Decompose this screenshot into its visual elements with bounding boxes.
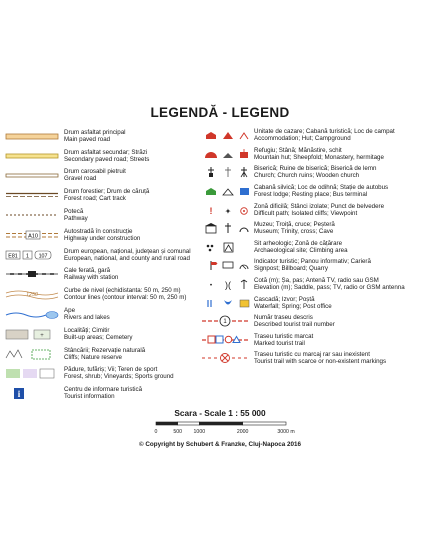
legend-label-en: Waterfall; Spring; Post office: [254, 302, 332, 310]
legend-label-en: Rivers and lakes: [64, 314, 110, 322]
legend-text: [64, 366, 174, 380]
trail-marked-symbol: [202, 334, 252, 346]
info-label: i: [17, 389, 21, 400]
right-item-accommodation: [202, 126, 438, 145]
legend-text: [64, 168, 126, 182]
scale-tick-label: 3000 m: [277, 429, 295, 435]
legend-text: [254, 314, 335, 328]
legend-label-ro: Cale ferată, gară: [64, 267, 111, 275]
museum-symbol: [202, 222, 252, 234]
legend-text: [64, 386, 142, 400]
left-item-forest: [4, 364, 211, 384]
legend-label-ro: Drum asfaltat principal: [64, 128, 126, 136]
railway-symbol: [4, 268, 60, 280]
legend-label-en: Archaeological site; Climbing area: [254, 246, 348, 254]
legend-label-ro: Curbe de nivel (echidistanta: 50 m, 250 m): [64, 287, 181, 295]
right-item-elevation: [202, 275, 438, 294]
legend-text: [64, 188, 149, 202]
left-item-contours: [4, 284, 211, 304]
legend-text: [254, 240, 348, 254]
legend-label-ro: Muzeu; Troiță, cruce; Peșteră: [254, 221, 335, 229]
legend-label-en: Described tourist trail number: [254, 321, 335, 329]
legend-text: [64, 248, 191, 262]
legend-label-en: Church; Church ruins; Wooden church: [254, 172, 360, 180]
legend-label-en: Forest lodge; Resting place; Bus terminal: [254, 191, 368, 199]
elevation-symbol: [202, 278, 252, 290]
left-item-builtup: [4, 324, 211, 344]
legend-label-en: Forest road; Cart track: [64, 195, 126, 203]
forest-lodge-symbol: [202, 185, 252, 197]
route-numbers-symbol: [4, 249, 60, 261]
waterfall-symbol: [202, 297, 252, 309]
scale-segment: [243, 422, 286, 425]
scale-tick-label: 0: [154, 429, 158, 435]
legend-label-ro: Drum asfaltat secundar; Străzi: [64, 148, 148, 156]
legend-label-en: Highway under construction: [64, 234, 141, 242]
legend-text: [64, 347, 145, 361]
legend-text: [254, 147, 384, 161]
left-item-road-forest: [4, 185, 211, 205]
legend-text: [254, 333, 313, 347]
legend-text: [64, 307, 110, 321]
right-item-archaeo: [202, 238, 438, 257]
svg-text:)(: )(: [225, 280, 231, 291]
svg-text:•: •: [209, 282, 213, 290]
highway-label: A10: [28, 233, 38, 240]
scale-tick-label: 2000: [236, 429, 249, 435]
left-item-railway: [4, 265, 211, 285]
legend-label-ro: Centru de informare turistică: [64, 386, 143, 394]
road-secondary-symbol: [4, 150, 60, 162]
left-item-rivers: [4, 304, 211, 324]
route-label-european: E81: [8, 252, 18, 259]
legend-label-en: Museum; Trinity, cross; Cave: [254, 228, 334, 236]
rivers-symbol: [4, 308, 60, 320]
left-item-route-numbers: [4, 245, 211, 265]
legend-label-en: Built-up areas; Cemetery: [64, 333, 133, 341]
legend-label-en: Tourist information: [64, 393, 115, 401]
right-item-signpost: [202, 256, 438, 275]
right-item-trail-number: [202, 312, 438, 331]
left-item-highway: [4, 225, 211, 245]
legend-label-ro: Biserică; Ruine de biserică; Biserică de lemn: [254, 165, 377, 173]
route-label-national: 1: [26, 252, 29, 259]
contours-symbol: [4, 288, 60, 300]
scale-segment: [156, 422, 178, 425]
left-item-info: [4, 383, 211, 403]
trail-number-symbol: [202, 315, 252, 327]
legend-label-ro: Refugiu; Stână; Mănăstire, schit: [254, 146, 342, 154]
left-item-cliffs: [4, 344, 211, 364]
svg-text:✦: ✦: [224, 206, 232, 216]
legend-label-en: Cliffs; Nature reserve: [64, 353, 122, 361]
legend-label-ro: Cascadă; Izvor; Poștă: [254, 295, 315, 303]
trail-number-label: 1: [223, 319, 227, 326]
left-item-road-main: [4, 126, 211, 146]
legend-label-ro: Număr traseu descris: [254, 314, 313, 322]
legend-text: [254, 184, 388, 198]
route-label-county: 107: [38, 252, 48, 259]
scale-bar: [150, 419, 300, 439]
builtup-symbol: [4, 328, 60, 340]
right-item-trail-scarce: [202, 349, 438, 368]
legend-label-en: Tourist trail with scarce or non-existent markings: [254, 358, 387, 366]
legend-text: [254, 221, 335, 235]
right-item-trail-marked: [202, 331, 438, 350]
legend-text: [254, 277, 405, 291]
legend-label-ro: Cabană silvică; Loc de odihnă; Stație de autobus: [254, 183, 389, 191]
right-item-church: [202, 163, 438, 182]
legend-label-ro: Sit arheologic; Zonă de cățărare: [254, 239, 343, 247]
scale-segment: [178, 422, 200, 425]
svg-text:!: !: [209, 205, 213, 216]
legend-label-ro: Potecă: [64, 207, 84, 215]
left-item-road-secondary: [4, 146, 211, 166]
legend-title: LEGENDĂ - LEGEND: [150, 105, 290, 120]
difficult-symbol: [202, 204, 252, 216]
legend-label-en: Marked tourist trail: [254, 339, 305, 347]
legend-label-ro: Drum european, național, județean și comunal: [64, 247, 191, 255]
right-item-refuge: [202, 145, 438, 164]
legend-text: [64, 208, 88, 222]
road-main-symbol: [4, 130, 60, 142]
legend-label-ro: Unitate de cazare; Cabană turistică; Loc de campat: [254, 128, 395, 136]
legend-text: [64, 267, 118, 281]
legend-label-ro: Pădure, tufăriș; Vii; Teren de sport: [64, 366, 158, 374]
legend-label-en: Gravel road: [64, 175, 97, 183]
scale-segment: [199, 422, 242, 425]
legend-label-en: Main paved road: [64, 135, 111, 143]
forest-symbol: [4, 367, 60, 379]
left-item-path: [4, 205, 211, 225]
signpost-symbol: [202, 259, 252, 271]
svg-text:+: +: [40, 332, 44, 339]
legend-label-en: European, national, and county and rural road: [64, 254, 190, 262]
scale-title: Scara - Scale 1 : 55 000: [174, 408, 266, 418]
legend-text: [254, 296, 332, 310]
legend-label-en: Mountain hut; Sheepfold; Monastery, hermitage: [254, 153, 384, 161]
contour-label: 1250: [26, 292, 38, 299]
copyright: © Copyright by Schubert & Franzke, Cluj-Napoca 2016: [138, 441, 302, 448]
legend-label-en: Accommodation; Hut; Campground: [254, 135, 351, 143]
legend-label-ro: Traseu turistic cu marcaj rar sau inexistent: [254, 351, 370, 359]
legend-right-column: [202, 126, 438, 368]
right-item-museum: [202, 219, 438, 238]
legend-text: [64, 228, 140, 242]
legend-label-en: Contour lines (contour interval: 50 m, 250 m): [64, 294, 187, 302]
legend-text: [64, 129, 126, 143]
road-gravel-symbol: [4, 169, 60, 181]
church-symbol: [202, 166, 252, 178]
refuge-symbol: [202, 148, 252, 160]
legend-label-ro: Drum forestier; Drum de căruță: [64, 188, 150, 196]
legend-label-ro: Autostradă în construcție: [64, 227, 133, 235]
right-item-forest-lodge: [202, 182, 438, 201]
accommodation-symbol: [202, 129, 252, 141]
legend-label-en: Railway with station: [64, 274, 119, 282]
legend-text: [64, 149, 149, 163]
legend-label-ro: Ape: [64, 306, 76, 314]
legend-label-ro: Zonă dificilă; Stânci izolate; Punct de belvedere: [254, 202, 385, 210]
trail-scarce-symbol: [202, 352, 252, 364]
legend-left-column: [4, 126, 211, 403]
legend-text: [64, 287, 186, 301]
legend-label-ro: Localități; Cimitir: [64, 326, 110, 334]
legend-label-ro: Drum carosabil pietruit: [64, 168, 126, 176]
left-item-road-gravel: [4, 166, 211, 186]
legend-label-en: Elevation (m); Saddle, pass; TV, radio or GSM antenna: [254, 284, 405, 292]
right-item-difficult: [202, 200, 438, 219]
legend-text: [64, 327, 132, 341]
info-symbol: [4, 387, 60, 399]
legend-text: [254, 203, 384, 217]
legend-text: [254, 258, 371, 272]
legend-label-en: Signpost; Billboard; Quarry: [254, 265, 328, 273]
right-item-waterfall: [202, 293, 438, 312]
scale-tick-label: 500: [173, 429, 182, 435]
legend-label-en: Difficult path; Isolated cliffs; Viewpoint: [254, 209, 358, 217]
legend-text: [254, 351, 386, 365]
legend-text: [254, 165, 376, 179]
archaeo-symbol: [202, 241, 252, 253]
legend-label-ro: Cotă (m); Șa, pas; Antenă TV, radio sau GSM: [254, 276, 379, 284]
highway-symbol: [4, 229, 60, 241]
legend-label-ro: Indicator turistic; Panou informativ; Carieră: [254, 258, 371, 266]
legend-label-en: Pathway: [64, 215, 88, 223]
cliffs-symbol: [4, 348, 60, 360]
legend-label-ro: Stâncării; Rezervație naturală: [64, 346, 146, 354]
scale-tick-label: 1000: [193, 429, 206, 435]
path-symbol: [4, 209, 60, 221]
legend-label-ro: Traseu turistic marcat: [254, 332, 314, 340]
legend-text: [254, 128, 395, 142]
road-forest-symbol: [4, 189, 60, 201]
legend-label-en: Forest, shrub; Vineyards; Sports ground: [64, 373, 174, 381]
legend-label-en: Secondary paved road; Streets: [64, 155, 150, 163]
